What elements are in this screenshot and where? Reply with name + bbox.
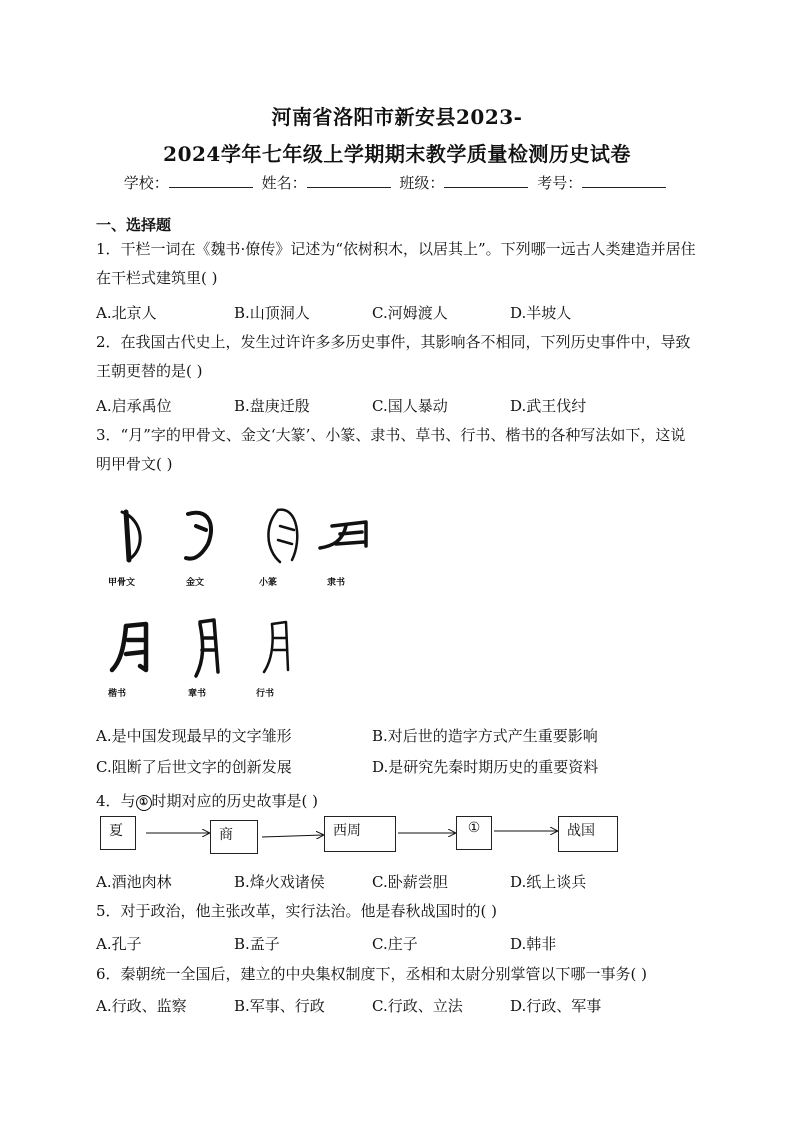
q5-option-c[interactable]: C.庄子	[372, 935, 418, 953]
q6-option-b[interactable]: B.军事、行政	[234, 997, 325, 1015]
q2-option-d[interactable]: D.武王伐纣	[510, 397, 587, 415]
q4-option-a[interactable]: A.酒池肉林	[96, 873, 172, 891]
glyph-label-regular: 楷书	[108, 689, 127, 699]
flow-box-western-zhou: 西周	[324, 816, 396, 852]
name-label: 姓名：	[261, 174, 307, 192]
flow-box-shang: 商	[210, 820, 258, 854]
q3-option-b[interactable]: B.对后世的造字方式产生重要影响	[372, 727, 598, 745]
q3-option-d[interactable]: D.是研究先秦时期历史的重要资料	[372, 758, 599, 776]
q6-option-c[interactable]: C.行政、立法	[372, 997, 463, 1015]
class-label: 班级：	[399, 174, 445, 192]
q6-option-a[interactable]: A.行政、监察	[96, 997, 187, 1015]
flow-box-unknown: ①	[456, 816, 492, 850]
q5-option-d[interactable]: D.韩非	[510, 935, 557, 953]
q5-option-a[interactable]: A.孔子	[96, 935, 142, 953]
glyph-label-cursive: 章书	[188, 689, 207, 699]
q2-option-b[interactable]: B.盘庚迁殷	[234, 397, 310, 415]
q1-option-b[interactable]: B.山顶洞人	[234, 304, 310, 322]
q4-marker: ①	[136, 795, 152, 811]
flow-arrow-2	[262, 835, 323, 837]
q6-option-d[interactable]: D.行政、军事	[510, 997, 602, 1015]
q3-option-a[interactable]: A.是中国发现最早的文字雏形	[96, 727, 292, 745]
flow-box-warring-states: 战国	[558, 816, 618, 852]
q2-option-c[interactable]: C.国人暴动	[372, 397, 448, 415]
q5-option-b[interactable]: B.孟子	[234, 935, 280, 953]
title-line-1: 河南省洛阳市新安县2023-	[271, 105, 523, 129]
glyph-label-running: 行书	[256, 689, 275, 699]
question-1-text: 1．干栏一词在《魏书·僚传》记述为“依树积木，以居其上”。下列哪一远古人类建造并居住在干栏式建筑里( )	[96, 240, 696, 287]
question-6-text: 6．秦朝统一全国后，建立的中央集权制度下，丞相和太尉分别掌管以下哪一事务( )	[96, 965, 648, 983]
school-label: 学校：	[123, 174, 169, 192]
q4-text-before: 4．与	[96, 792, 136, 810]
q2-option-a[interactable]: A.启承禹位	[96, 397, 172, 415]
q1-option-d[interactable]: D.半坡人	[510, 304, 572, 322]
section-title: 一、选择题	[96, 216, 172, 234]
q4-option-d[interactable]: D.纸上谈兵	[510, 873, 587, 891]
q1-option-c[interactable]: C.河姆渡人	[372, 304, 448, 322]
q1-option-a[interactable]: A.北京人	[96, 304, 157, 322]
exam-no-label: 考号：	[537, 174, 583, 192]
question-3-text: 3．“月”字的甲骨文、金文‘大篆’、小篆、隶书、草书、行书、楷书的各种写法如下，这说明甲骨文( )	[96, 426, 686, 473]
q4-option-b[interactable]: B.烽火戏诸侯	[234, 873, 325, 891]
title-line-2: 2024学年七年级上学期期末教学质量检测历史试卷	[163, 142, 631, 166]
question-2-text: 2．在我国古代史上，发生过许许多多历史事件，其影响各不相同，下列历史事件中，导致王朝更替的是( )	[96, 333, 691, 380]
flow-box-xia: 夏	[100, 816, 136, 850]
q4-text-after: 时期对应的历史故事是( )	[151, 792, 319, 810]
q3-option-c[interactable]: C.阻断了后世文字的创新发展	[96, 758, 292, 776]
glyph-label-oracle: 甲骨文	[108, 578, 136, 588]
question-5-text: 5．对于政治，他主张改革，实行法治。他是春秋战国时的( )	[96, 902, 498, 920]
glyph-label-small-seal: 小篆	[259, 578, 278, 588]
glyph-label-clerical: 隶书	[327, 578, 346, 588]
q4-option-c[interactable]: C.卧薪尝胆	[372, 873, 448, 891]
glyph-label-bronze: 金文	[186, 578, 205, 588]
